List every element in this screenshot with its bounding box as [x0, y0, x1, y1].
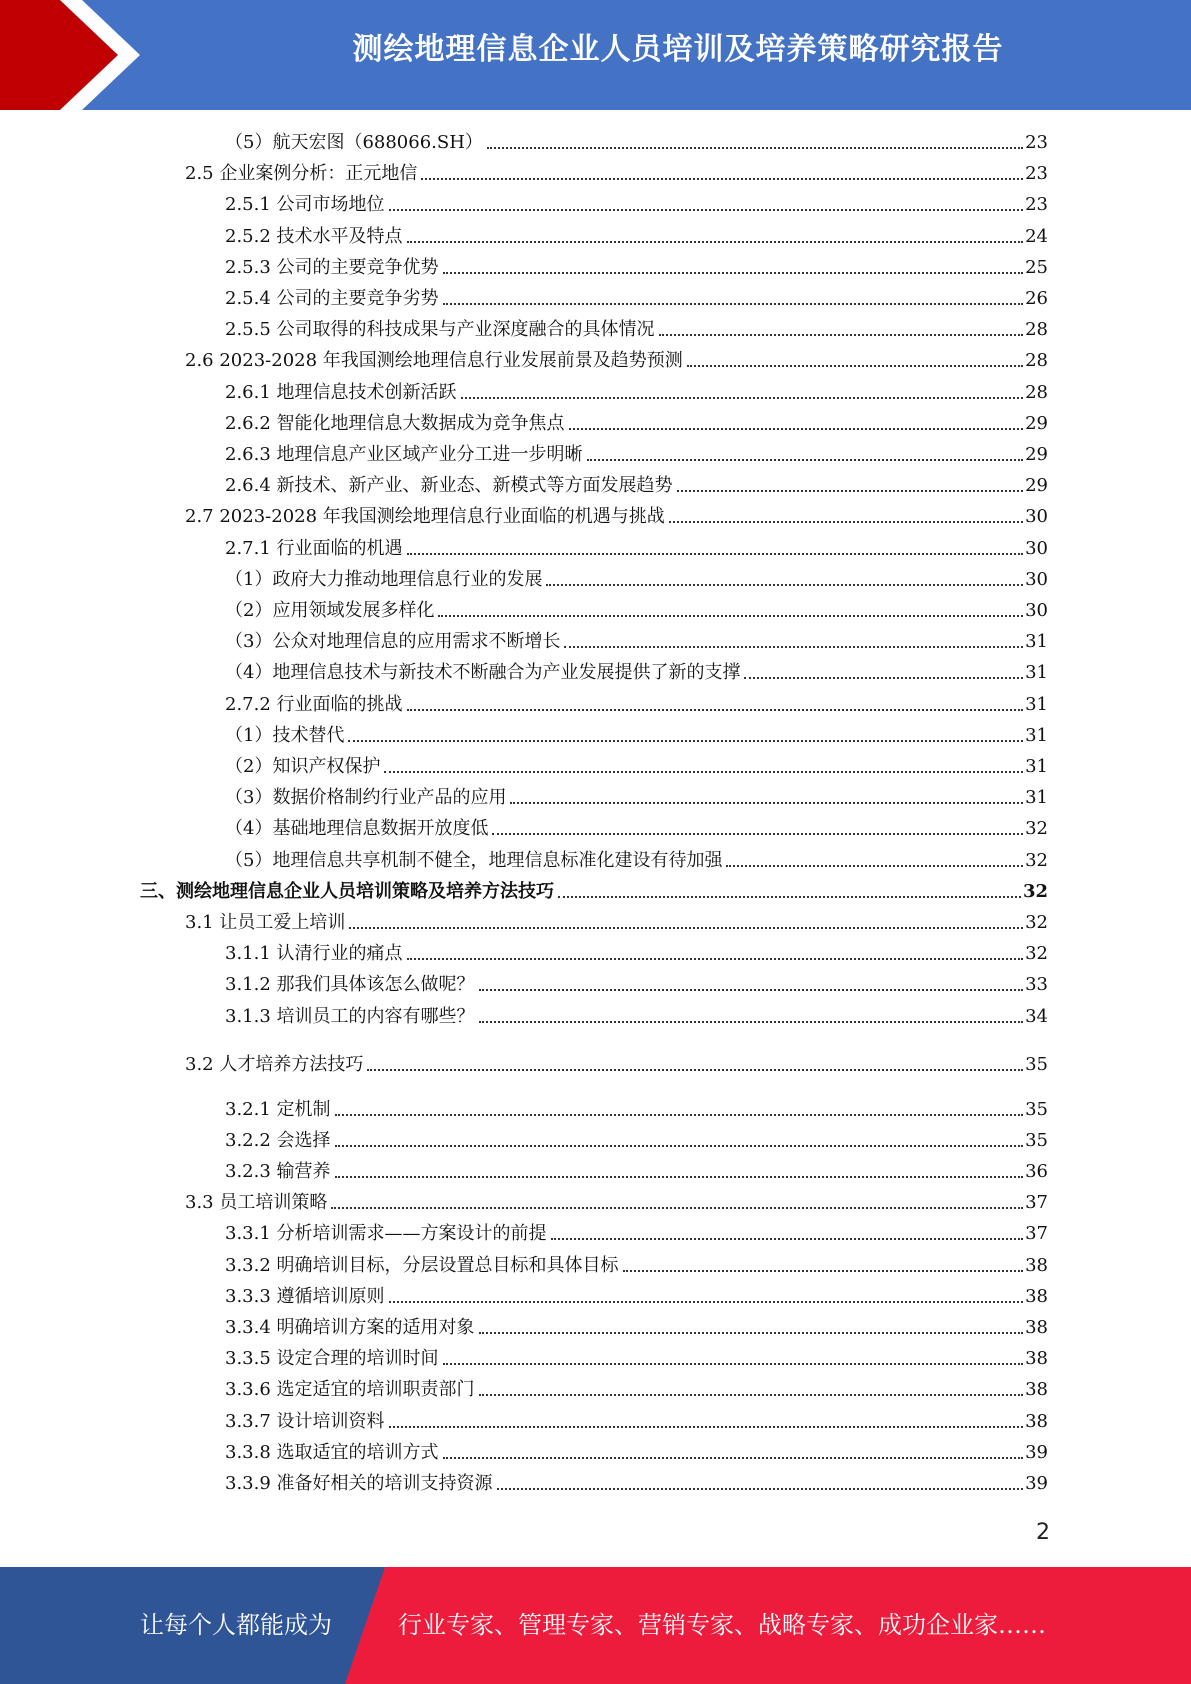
toc-entry-title: 3.3 员工培训策略 — [185, 1192, 328, 1214]
toc-entry[interactable] — [225, 1375, 1048, 1401]
toc-entry[interactable] — [225, 1002, 1048, 1028]
toc-leader-dots — [479, 1332, 1024, 1334]
toc-entry-title: （4）基础地理信息数据开放度低 — [225, 818, 489, 840]
page-number: 2 — [1036, 1520, 1050, 1545]
toc-entry-page: 24 — [1025, 225, 1048, 247]
toc-entry-title: （5）地理信息共享机制不健全，地理信息标准化建设有待加强 — [225, 849, 723, 871]
toc-leader-dots — [407, 241, 1024, 243]
toc-leader-dots — [349, 927, 1023, 929]
toc-entry-page: 32 — [1022, 880, 1048, 902]
toc-entry[interactable] — [225, 658, 1048, 684]
toc-leader-dots — [407, 958, 1024, 960]
toc-leader-dots — [335, 1145, 1024, 1147]
toc-leader-dots — [510, 802, 1023, 804]
toc-leader-dots — [331, 1207, 1023, 1209]
toc-leader-dots — [407, 553, 1024, 555]
toc-entry-page: 39 — [1025, 1441, 1048, 1463]
toc-entry-page: 31 — [1025, 724, 1048, 746]
toc-entry-page: 26 — [1025, 288, 1048, 309]
toc-leader-dots — [669, 521, 1023, 523]
toc-entry[interactable] — [185, 1050, 1048, 1076]
toc-entry[interactable] — [225, 284, 1048, 310]
toc-entry-page: 31 — [1025, 756, 1048, 777]
toc-leader-dots — [438, 615, 1023, 617]
toc-leader-dots — [479, 989, 1024, 991]
toc-entry[interactable] — [225, 315, 1048, 341]
toc-entry-title: （2）应用领域发展多样化 — [225, 600, 435, 621]
toc-entry-page: 28 — [1025, 350, 1048, 372]
toc-leader-dots — [335, 1176, 1024, 1178]
toc-entry-title: 3.3.8 选取适宜的培训方式 — [225, 1441, 439, 1463]
toc-entry-title: （1）政府大力推动地理信息行业的发展 — [225, 568, 543, 590]
toc-leader-dots — [443, 272, 1024, 274]
toc-entry[interactable] — [225, 1407, 1048, 1433]
toc-entry[interactable] — [185, 1188, 1048, 1214]
toc-entry[interactable] — [225, 1438, 1048, 1464]
toc-entry-title: （1）技术替代 — [225, 724, 345, 746]
toc-entry[interactable] — [225, 222, 1048, 248]
toc-entry[interactable] — [225, 440, 1048, 466]
toc-entry[interactable] — [225, 253, 1048, 279]
toc-entry[interactable] — [225, 627, 1048, 653]
toc-entry-page: 32 — [1025, 912, 1048, 933]
toc-entry-page: 34 — [1025, 1005, 1048, 1027]
header-arrow-accent — [0, 0, 150, 110]
toc-leader-dots — [687, 365, 1023, 367]
toc-entry-page: 38 — [1025, 1348, 1048, 1370]
toc-leader-dots — [348, 740, 1023, 742]
toc-leader-dots — [487, 147, 1023, 149]
toc-entry-title: （5）航天宏图（688066.SH） — [225, 132, 483, 153]
toc-entry-page: 23 — [1025, 163, 1048, 185]
toc-entry-title: 3.3.2 明确培训目标，分层设置总目标和具体目标 — [225, 1254, 619, 1276]
toc-entry-title: 2.6 2023-2028 年我国测绘地理信息行业发展前景及趋势预测 — [185, 350, 683, 372]
toc-entry[interactable] — [225, 471, 1048, 497]
toc-entry-title: 3.2.1 定机制 — [225, 1098, 331, 1120]
toc-entry-page: 35 — [1025, 1098, 1048, 1120]
toc-entry-page: 39 — [1025, 1473, 1048, 1494]
toc-entry-title: 3.1.2 那我们具体该怎么做呢？ — [225, 974, 475, 996]
toc-entry-page: 37 — [1025, 1223, 1048, 1245]
toc-leader-dots — [335, 1114, 1024, 1116]
toc-entry-title: 2.5.1 公司市场地位 — [225, 194, 385, 216]
toc-entry-title: 2.6.4 新技术、新产业、新业态、新模式等方面发展趋势 — [225, 475, 673, 497]
toc-entry-title: 2.6.3 地理信息产业区域产业分工进一步明晰 — [225, 444, 583, 465]
toc-entry-title: （4）地理信息技术与新技术不断融合为产业发展提供了新的支撑 — [225, 662, 741, 684]
toc-entry-title: 3.3.9 准备好相关的培训支持资源 — [225, 1473, 493, 1494]
toc-entry[interactable] — [225, 534, 1048, 560]
toc-entry-title: 2.7.2 行业面临的挑战 — [225, 693, 403, 715]
toc-entry-title: 3.2.2 会选择 — [225, 1129, 331, 1151]
toc-entry[interactable] — [225, 783, 1048, 809]
toc-entry[interactable] — [225, 1313, 1048, 1339]
toc-entry-page: 38 — [1025, 1285, 1048, 1307]
toc-entry[interactable] — [225, 690, 1048, 716]
toc-entry-title: （3）数据价格制约行业产品的应用 — [225, 787, 507, 809]
footer-banner — [0, 1567, 1191, 1684]
toc-entry[interactable] — [225, 190, 1048, 216]
toc-leader-dots — [564, 646, 1023, 648]
toc-entry-page: 31 — [1025, 693, 1048, 715]
toc-entry[interactable] — [225, 814, 1048, 840]
toc-leader-dots — [546, 584, 1023, 586]
toc-entry-title: 3.3.7 设计培训资料 — [225, 1410, 385, 1432]
toc-entry-page: 31 — [1025, 631, 1048, 653]
toc-entry-title: 2.5.4 公司的主要竞争劣势 — [225, 288, 439, 309]
toc-entry-title: 2.5 企业案例分析：正元地信 — [185, 163, 418, 185]
toc-entry[interactable] — [225, 565, 1048, 591]
toc-entry[interactable] — [225, 970, 1048, 996]
toc-entry-title: 2.7.1 行业面临的机遇 — [225, 537, 403, 559]
toc-entry[interactable] — [185, 502, 1048, 528]
toc-entry-page: 35 — [1025, 1053, 1048, 1075]
toc-entry[interactable] — [185, 908, 1048, 934]
toc-entry-page: 30 — [1025, 568, 1048, 590]
header-bar — [0, 0, 1191, 110]
toc-entry-page: 30 — [1025, 537, 1048, 559]
toc-entry-page: 33 — [1025, 974, 1048, 996]
toc-entry-page: 38 — [1025, 1410, 1048, 1432]
toc-leader-dots — [558, 896, 1021, 898]
toc-leader-dots — [367, 1069, 1023, 1071]
toc-entry-title: 2.5.5 公司取得的科技成果与产业深度融合的具体情况 — [225, 319, 655, 341]
toc-entry[interactable] — [225, 596, 1048, 622]
toc-entry-page: 25 — [1025, 256, 1048, 278]
report-title: 测绘地理信息企业人员培训及培养策略研究报告 — [352, 32, 1004, 67]
toc-leader-dots — [569, 428, 1024, 430]
toc-entry-title: 3.1 让员工爱上培训 — [185, 912, 346, 933]
toc-entry[interactable] — [225, 128, 1048, 154]
toc-leader-dots — [443, 1363, 1024, 1365]
toc-leader-dots — [443, 303, 1024, 305]
toc-entry-page: 32 — [1025, 849, 1048, 871]
toc-entry-page: 38 — [1025, 1317, 1048, 1338]
toc-entry-title: 3.3.4 明确培训方案的适用对象 — [225, 1317, 475, 1338]
toc-entry-title: 3.2 人才培养方法技巧 — [185, 1053, 364, 1075]
toc-leader-dots — [389, 209, 1024, 211]
toc-entry-page: 32 — [1025, 818, 1048, 840]
toc-entry[interactable] — [225, 721, 1048, 747]
toc-entry-page: 31 — [1025, 787, 1048, 809]
toc-entry[interactable] — [140, 877, 1048, 903]
toc-entry-title: （3）公众对地理信息的应用需求不断增长 — [225, 631, 561, 653]
toc-entry[interactable] — [225, 1469, 1048, 1495]
toc-entry-page: 36 — [1025, 1161, 1048, 1182]
toc-entry-title: 2.5.3 公司的主要竞争优势 — [225, 256, 439, 278]
toc-entry-title: 2.6.1 地理信息技术创新活跃 — [225, 381, 457, 403]
toc-leader-dots — [744, 677, 1023, 679]
toc-leader-dots — [587, 459, 1024, 461]
toc-entry[interactable] — [225, 1126, 1048, 1152]
toc-entry-page: 35 — [1025, 1129, 1048, 1151]
toc-entry-page: 31 — [1025, 662, 1048, 684]
toc-leader-dots — [677, 490, 1024, 492]
toc-leader-dots — [497, 1488, 1024, 1490]
toc-entry-title: （2）知识产权保护 — [225, 756, 381, 777]
toc-entry-title: 3.3.5 设定合理的培训时间 — [225, 1348, 439, 1370]
toc-leader-dots — [551, 1238, 1024, 1240]
toc-entry[interactable] — [185, 159, 1048, 185]
toc-entry-title: 2.7 2023-2028 年我国测绘地理信息行业面临的机遇与挑战 — [185, 506, 665, 528]
toc-entry-page: 29 — [1025, 475, 1048, 497]
toc-entry-page: 28 — [1025, 319, 1048, 341]
toc-leader-dots — [443, 1457, 1024, 1459]
toc-entry[interactable] — [225, 378, 1048, 404]
toc-entry-page: 28 — [1025, 381, 1048, 403]
toc-leader-dots — [389, 1301, 1024, 1303]
toc-leader-dots — [623, 1270, 1024, 1272]
toc-entry[interactable] — [225, 1157, 1048, 1183]
toc-leader-dots — [492, 833, 1023, 835]
toc-entry-page: 37 — [1025, 1192, 1048, 1214]
toc-entry-title: 3.1.3 培训员工的内容有哪些？ — [225, 1005, 475, 1027]
toc-entry-page: 32 — [1025, 943, 1048, 965]
toc-entry-title: 3.1.1 认清行业的痛点 — [225, 943, 403, 965]
toc-leader-dots — [461, 397, 1024, 399]
toc-entry-page: 38 — [1025, 1254, 1048, 1276]
toc-entry[interactable] — [225, 752, 1048, 778]
toc-entry-title: 3.3.6 选定适宜的培训职责部门 — [225, 1379, 475, 1401]
toc-leader-dots — [479, 1394, 1024, 1396]
toc-entry-title: 3.3.3 遵循培训原则 — [225, 1285, 385, 1307]
toc-entry-page: 23 — [1025, 194, 1048, 216]
toc-leader-dots — [421, 178, 1023, 180]
toc-entry-title: 3.3.1 分析培训需求——方案设计的前提 — [225, 1223, 547, 1245]
toc-leader-dots — [389, 1426, 1024, 1428]
toc-entry-title: 2.5.2 技术水平及特点 — [225, 225, 403, 247]
toc-entry[interactable] — [225, 1219, 1048, 1245]
toc-entry-page: 29 — [1025, 444, 1048, 465]
toc-entry[interactable] — [225, 846, 1048, 872]
toc-leader-dots — [407, 709, 1024, 711]
toc-entry[interactable] — [225, 1095, 1048, 1121]
toc-entry-title: 三、测绘地理信息企业人员培训策略及培养方法技巧 — [140, 880, 554, 902]
toc-entry-page: 30 — [1025, 506, 1048, 528]
toc-entry[interactable] — [225, 1251, 1048, 1277]
toc-entry-title: 3.2.3 输营养 — [225, 1161, 331, 1182]
toc-entry[interactable] — [185, 346, 1048, 372]
toc-leader-dots — [479, 1021, 1024, 1023]
toc-entry-page: 38 — [1025, 1379, 1048, 1401]
toc-entry[interactable] — [225, 1282, 1048, 1308]
footer-slogan-left: 让每个人都能成为 — [140, 1611, 332, 1639]
toc-entry[interactable] — [225, 1344, 1048, 1370]
toc-leader-dots — [384, 771, 1023, 773]
toc-leader-dots — [726, 865, 1023, 867]
toc-entry-page: 29 — [1025, 412, 1048, 434]
toc-leader-dots — [659, 334, 1024, 336]
toc-entry[interactable] — [225, 939, 1048, 965]
toc-entry-page: 30 — [1025, 600, 1048, 621]
toc-entry[interactable] — [225, 409, 1048, 435]
toc-entry-title: 2.6.2 智能化地理信息大数据成为竞争焦点 — [225, 412, 565, 434]
toc-entry-page: 23 — [1025, 132, 1048, 153]
footer-slogan-right: 行业专家、管理专家、营销专家、战略专家、成功企业家…… — [398, 1611, 1046, 1639]
